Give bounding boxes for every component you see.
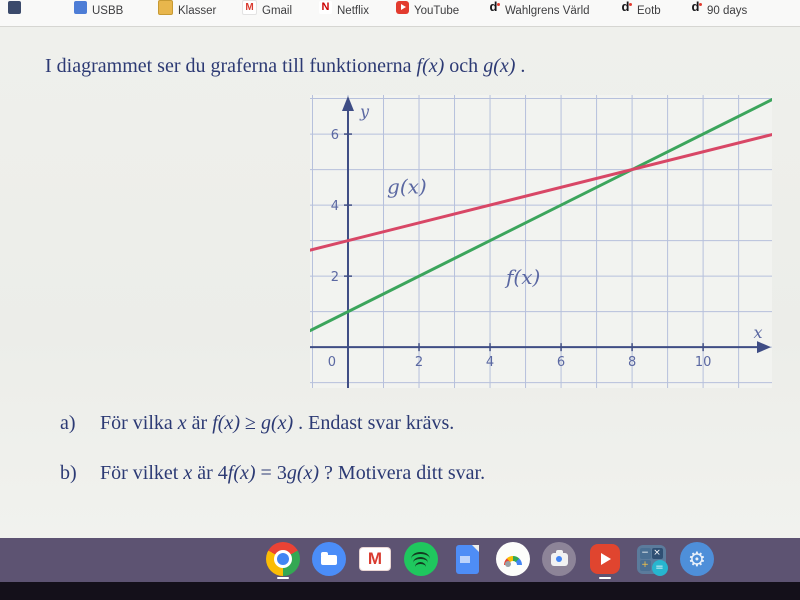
calculator-app-button[interactable]	[634, 542, 668, 576]
bookmark-label: Gmail	[262, 5, 293, 17]
heading-text: och	[444, 55, 484, 77]
docs-app-button[interactable]	[450, 542, 484, 576]
math-x: x	[177, 412, 187, 434]
question-text: är	[186, 412, 213, 434]
function-graph	[310, 95, 772, 388]
math-g-of-x: g(x)	[286, 462, 320, 484]
youtube-app-button[interactable]	[588, 542, 622, 576]
camera-app-button[interactable]	[542, 542, 576, 576]
calculator-icon: − × + =	[637, 545, 666, 574]
bookmark-label: 90 days	[707, 5, 748, 17]
settings-app-button[interactable]	[680, 542, 714, 576]
camera-icon	[542, 542, 576, 576]
spotify-app-button[interactable]	[404, 542, 438, 576]
bookmark-item-netflix[interactable]	[319, 2, 369, 20]
google-docs-icon	[456, 545, 479, 574]
bookmark-item-youtube[interactable]	[396, 2, 459, 20]
bookmark-item-eotb[interactable]	[619, 2, 661, 20]
dplay-icon	[689, 1, 702, 14]
bookmark-item-0[interactable]	[8, 2, 26, 20]
chrome-app-button[interactable]	[266, 542, 300, 576]
svg-text:6: 6	[556, 355, 566, 371]
svg-text:8: 8	[627, 355, 637, 371]
bookmark-label: USBB	[92, 5, 124, 17]
math-operator: = 3	[255, 462, 287, 484]
svg-text:10: 10	[694, 355, 712, 371]
math-f-of-x: f(x)	[227, 462, 256, 484]
math-x: x	[183, 462, 193, 484]
svg-text:6: 6	[330, 128, 339, 144]
youtube-icon	[590, 544, 620, 574]
svg-text:4: 4	[485, 355, 495, 371]
bookmark-label: Eotb	[637, 5, 661, 17]
taskbar-shelf	[0, 538, 800, 582]
math-f-of-x: f(x)	[416, 55, 445, 77]
rainbow-dot	[505, 561, 511, 567]
question-text: är 4	[192, 462, 228, 484]
screen-bezel	[0, 582, 800, 600]
bookmark-label: Wahlgrens Värld	[505, 5, 590, 17]
chrome-canvas-icon	[496, 542, 530, 576]
svg-text:2: 2	[330, 270, 339, 286]
bookmark-label: Netflix	[337, 5, 369, 17]
camera-glyph	[551, 553, 568, 566]
question-a-label: a)	[60, 412, 76, 434]
question-text: . Endast svar krävs.	[293, 412, 455, 434]
bookmark-label: YouTube	[414, 5, 460, 17]
gmail-icon	[360, 548, 390, 570]
graph-canvas	[310, 95, 772, 388]
chrome-icon	[266, 542, 300, 576]
question-b	[60, 462, 485, 485]
classroom-icon	[158, 0, 173, 15]
blue-site-icon	[74, 1, 87, 14]
bookmark-item-usbb[interactable]	[74, 2, 123, 20]
heading-text: I diagrammet ser du graferna till funktionerna	[45, 55, 417, 77]
bookmarks-bar	[0, 0, 800, 27]
app-dock	[266, 542, 714, 576]
question-text: ? Motivera ditt svar.	[319, 462, 486, 484]
bookmark-item-gmail[interactable]	[242, 2, 292, 20]
question-text: För vilket	[100, 462, 184, 484]
question-b-label: b)	[60, 462, 77, 484]
running-indicator	[277, 577, 289, 580]
dplay-icon	[487, 1, 500, 14]
gmail-app-button[interactable]	[358, 542, 392, 576]
document-area	[0, 27, 800, 538]
bookmark-generic-icon	[8, 1, 21, 14]
math-g-of-x: g(x)	[260, 412, 294, 434]
spotify-waves	[411, 551, 431, 567]
canvas-app-button[interactable]	[496, 542, 530, 576]
spotify-icon	[404, 542, 438, 576]
svg-text:4: 4	[330, 199, 339, 215]
math-operator: ≥	[239, 412, 261, 434]
bookmark-label: Klasser	[178, 5, 217, 17]
question-text: För vilka	[100, 412, 178, 434]
youtube-icon	[396, 1, 409, 14]
svg-text:x: x	[753, 323, 763, 343]
math-f-of-x: f(x)	[212, 412, 240, 434]
bookmark-item-klasser[interactable]	[158, 2, 216, 20]
svg-text:0: 0	[327, 355, 336, 371]
running-indicator	[599, 577, 611, 580]
svg-text:2: 2	[414, 355, 424, 371]
netflix-icon	[319, 1, 332, 14]
files-icon	[312, 542, 346, 576]
problem-heading	[45, 55, 525, 78]
math-g-of-x: g(x)	[483, 55, 516, 77]
heading-text: .	[515, 55, 526, 77]
svg-text:f(x): f(x)	[506, 264, 541, 289]
dplay-icon	[619, 1, 632, 14]
settings-gear-icon: ⚙	[680, 542, 714, 576]
files-app-button[interactable]	[312, 542, 346, 576]
svg-text:y: y	[359, 102, 370, 121]
bookmark-item-90days[interactable]	[689, 2, 747, 20]
question-a	[60, 412, 454, 435]
svg-text:g(x): g(x)	[387, 174, 427, 199]
bookmark-item-wahlgrens[interactable]	[487, 2, 590, 20]
gmail-icon	[242, 0, 257, 15]
